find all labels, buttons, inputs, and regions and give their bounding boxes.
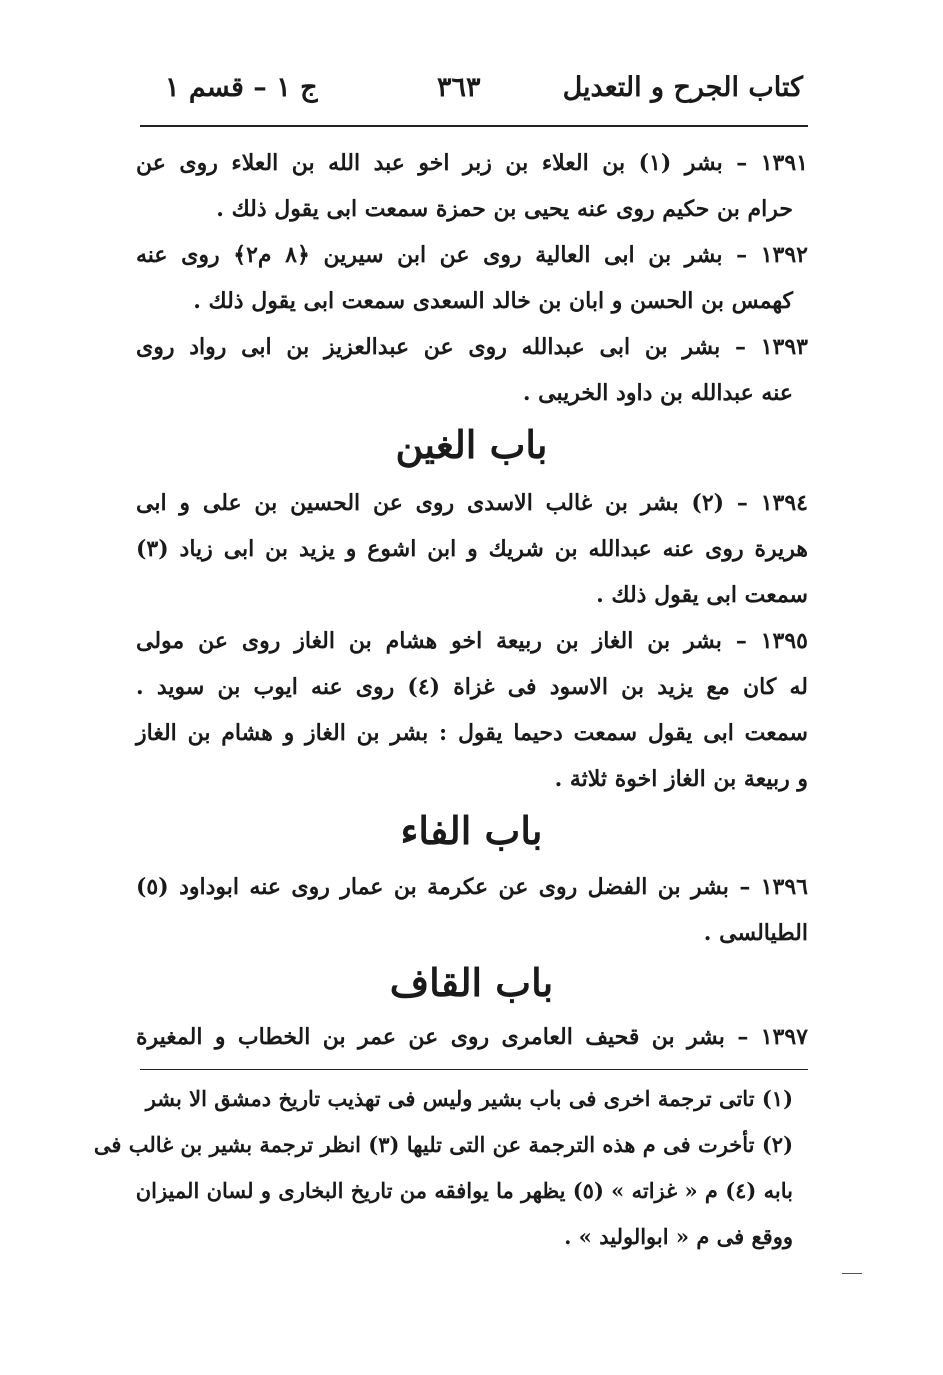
footnote-rule bbox=[140, 1069, 808, 1070]
entry-line: ١٣٩٤ – (٢) بشر بن غالب الاسدى روى عن الحسين بن على و ابى bbox=[136, 490, 808, 516]
entry-line: سمعت ابى يقول ذلك . bbox=[596, 582, 808, 608]
entry-line: ١٣٩٣ – بشر بن ابى عبدالله روى عن عبدالعزيز بن ابى رواد روى bbox=[136, 334, 808, 360]
entry-line: ١٣٩١ – بشر (١) بن العلاء بن زبر اخو عبد الله بن العلاء روى عن bbox=[136, 150, 808, 176]
entry-line: له كان مع يزيد بن الاسود فى غزاة (٤) روى عنه ايوب بن سويد . bbox=[136, 674, 809, 700]
entry-line: ١٣٩٢ – بشر بن ابى العالية روى عن ابن سيرين ﴿٨ م٢﴾ روى عنه bbox=[136, 242, 808, 268]
book-title: كتاب الجرح و التعديل bbox=[562, 72, 803, 103]
footnote-line: (١) تاتى ترجمة اخرى فى باب بشير وليس فى تهذيب تاريخ دمشق الا بشر bbox=[145, 1086, 793, 1111]
entry-line: و ربيعة بن الغاز اخوة ثلاثة . bbox=[554, 766, 808, 792]
page-number: ٣٦٣ bbox=[437, 72, 481, 103]
entry-line: عنه عبدالله بن داود الخريبى . bbox=[522, 380, 793, 406]
footnote-line: بابه (٤) م « غزاته » (٥) يظهر ما يوافقه من تاريخ البخارى و لسان الميزان bbox=[135, 1178, 793, 1203]
section-heading: باب الفاء bbox=[400, 808, 543, 853]
entry-line: ١٣٩٥ – بشر بن الغاز بن ربيعة اخو هشام بن الغاز روى عن مولى bbox=[136, 628, 808, 654]
footnote-line: (٢) تأخرت فى م هذه الترجمة عن التى تليها (٣) انظر ترجمة بشير بن غالب فى bbox=[93, 1132, 793, 1157]
entry-line: كهمس بن الحسن و ابان بن خالد السعدى سمعت ابى يقول ذلك . bbox=[193, 288, 793, 314]
entry-line: ١٣٩٦ – بشر بن الفضل روى عن عكرمة بن عمار روى عنه ابوداود (٥) bbox=[136, 874, 808, 900]
entry-line: سمعت ابى يقول سمعت دحيما يقول : بشر بن الغاز و هشام بن الغاز bbox=[136, 720, 808, 746]
header-rule bbox=[140, 125, 808, 127]
section-heading: باب الغين bbox=[395, 422, 548, 467]
volume-label: ج ١ – قسم ١ bbox=[165, 72, 318, 103]
entry-line: هريرة روى عنه عبدالله بن شريك و ابن اشوع و يزيد بن ابى زياد (٣) bbox=[136, 536, 808, 562]
entry-line: حرام بن حكيم روى عنه يحيى بن حمزة سمعت ابى يقول ذلك . bbox=[216, 196, 793, 222]
scan-mark bbox=[842, 1273, 862, 1274]
footnote-line: ووقع فى م « ابوالوليد » . bbox=[564, 1224, 793, 1249]
entry-line: ١٣٩٧ – بشر بن قحيف العامرى روى عن عمر بن الخطاب و المغيرة bbox=[136, 1024, 808, 1050]
section-heading: باب القاف bbox=[389, 960, 554, 1005]
entry-line: الطيالسى . bbox=[703, 920, 808, 946]
